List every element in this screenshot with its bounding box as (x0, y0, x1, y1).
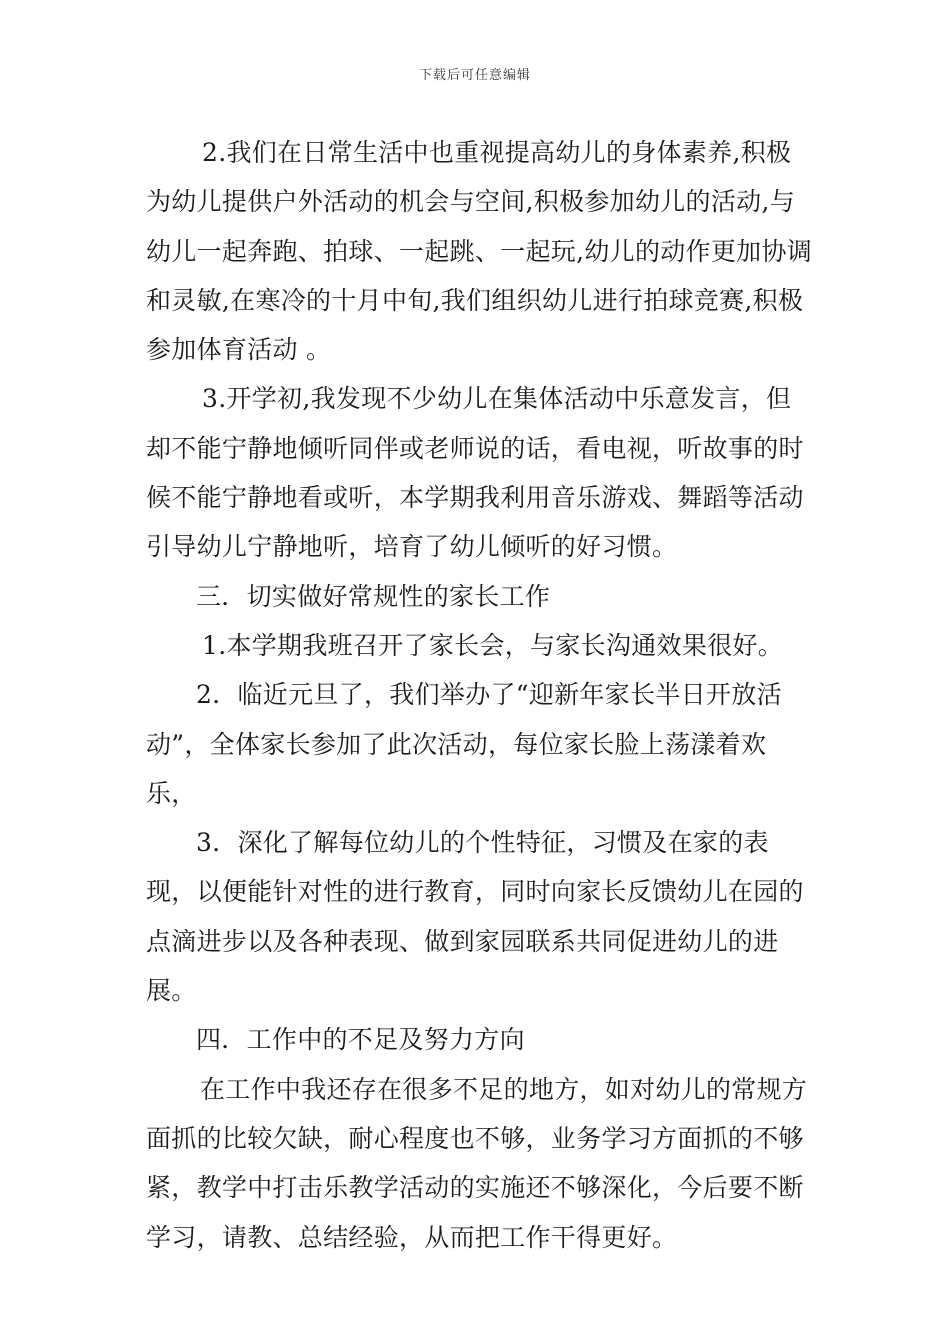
section-heading-shortcomings: 四．工作中的不足及努力方向 (196, 1025, 525, 1055)
paragraph-parent-meeting: 1.本学期我班召开了家长会，与家长沟通效果很好。 (202, 630, 784, 660)
paragraph-new-year-activity: 2．临近元旦了，我们举办了“迎新年家长半日开放活动”，全体家长参加了此次活动，每位家长脸上荡漾着欢乐， (146, 680, 782, 808)
paragraph-listening-habits: 3.开学初,我发现不少幼儿在集体活动中乐意发言，但却不能宁静地倾听同伴或老师说的话，看电视，听故事的时候不能宁静地看或听，本学期我利用音乐游戏、舞蹈等活动引导幼儿宁静地听，培育了幼儿倾听的好习惯。 (146, 384, 804, 562)
paragraph-individual-understanding: 3．深化了解每位幼儿的个性特征，习惯及在家的表现，以便能针对性的进行教育，同时向家长反馈幼儿在园的点滴进步以及各种表现、做到家园联系共同促进幼儿的进展。 (146, 828, 804, 1006)
section-heading-parent-work: 三．切实做好常规性的家长工作 (196, 581, 551, 611)
page-header: 下载后可任意编辑 (418, 68, 531, 83)
paragraph-shortcomings-detail: 在工作中我还存在很多不足的地方，如对幼儿的常规方面抓的比较欠缺，耐心程度也不够，业务学习方面抓的不够紧，教学中打击乐教学活动的实施还不够深化，今后要不断学习，请教、总结经验，从而把工作干得更好。 (146, 1074, 808, 1252)
paragraph-physical-quality: 2.我们在日常生活中也重视提高幼儿的身体素养,积极为幼儿提供户外活动的机会与空间,积极参加幼儿的活动,与幼儿一起奔跑、拍球、一起跳、一起玩,幼儿的动作更加协调和灵敏,在寒冷的十月中旬,我们组织幼儿进行拍球竞赛,积极参加体育活动 。 (146, 138, 813, 365)
document-body (146, 128, 814, 1262)
